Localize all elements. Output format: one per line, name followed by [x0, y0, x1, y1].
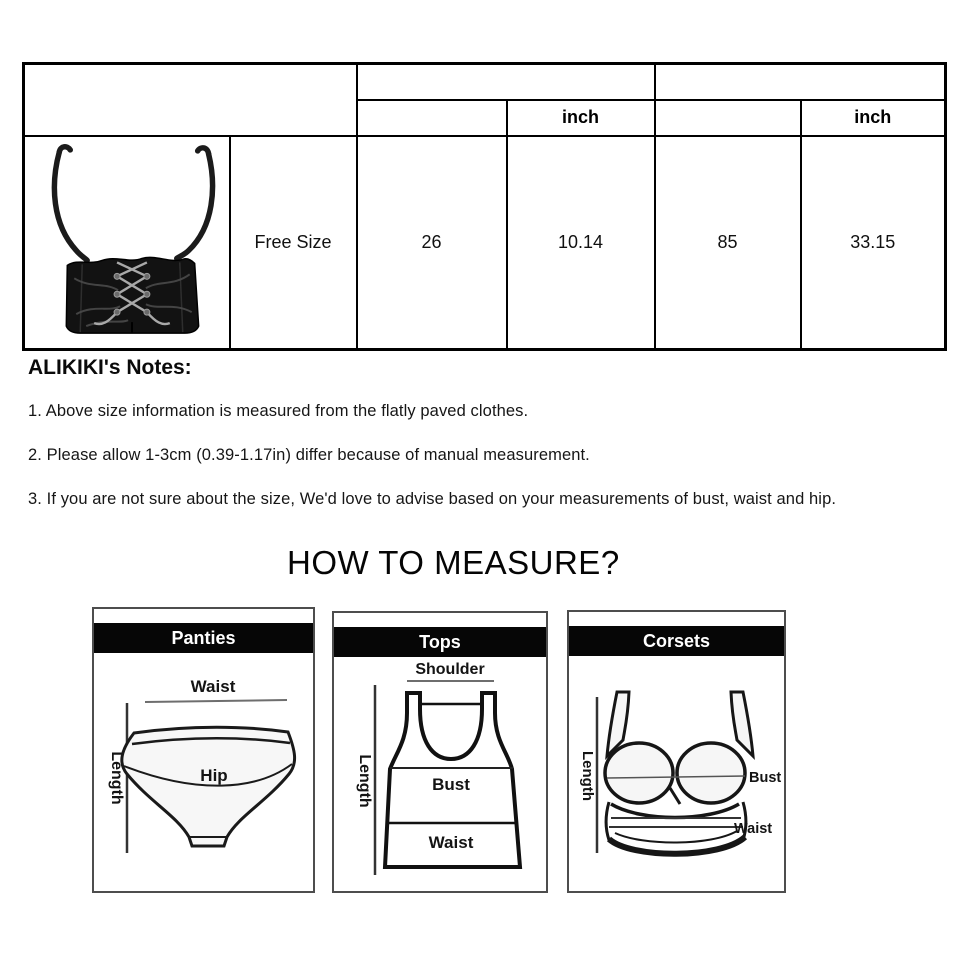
panel-corsets: [567, 610, 786, 893]
waist-inch-value: 33.15: [801, 136, 946, 350]
panties-length-label: Length: [108, 751, 125, 805]
panel-panties: [92, 607, 315, 893]
notes-title: ALIKIKI's Notes:: [28, 356, 192, 379]
waist-group-header: Waist: [655, 64, 946, 100]
tops-shoulder-label: Shoulder: [415, 661, 485, 678]
corsets-length-label: Length: [579, 751, 596, 801]
size-table: [22, 62, 947, 351]
length-cm-header: cm: [357, 100, 507, 136]
length-group-header: Length: [357, 64, 655, 100]
panel-panties-header: Panties: [94, 623, 313, 653]
tops-length-label: Length: [356, 754, 373, 808]
panties-hip-label: Hip: [200, 766, 228, 785]
panties-shape: [122, 727, 295, 846]
table-row: [24, 136, 946, 350]
product-image: [26, 137, 228, 347]
tops-diagram: [334, 657, 546, 887]
length-inch-header: inch: [507, 100, 655, 136]
tops-bust-label: Bust: [432, 775, 470, 794]
note-2: 2. Please allow 1-3cm (0.39-1.17in) differ because of manual measurement.: [28, 446, 590, 464]
corsets-waist-label: Waist: [734, 821, 773, 837]
tops-waist-label: Waist: [428, 833, 474, 852]
note-3: 3. If you are not sure about the size, We'd love to advise based on your measurements of bust, waist and hip.: [28, 490, 837, 508]
product-photo-cell: [24, 136, 230, 350]
corsets-bust-label: Bust: [749, 770, 782, 786]
waist-cm-header: cm: [655, 100, 801, 136]
panties-diagram: [94, 653, 313, 887]
panel-corsets-header: Corsets: [569, 626, 784, 656]
note-1: 1. Above size information is measured from the flatly paved clothes.: [28, 402, 529, 420]
waist-inch-header: inch: [801, 100, 946, 136]
panties-waist-label: Waist: [190, 677, 236, 696]
panel-tops: [332, 611, 548, 893]
size-value: Free Size: [230, 136, 357, 350]
model-number-cell: Model No. 00946: [24, 64, 357, 136]
how-to-measure-title: HOW TO MEASURE?: [287, 544, 620, 581]
length-cm-value: 26: [357, 136, 507, 350]
corsets-diagram: [569, 656, 784, 887]
panel-tops-header: Tops: [334, 627, 546, 657]
length-inch-value: 10.14: [507, 136, 655, 350]
waist-cm-value: 85: [655, 136, 801, 350]
